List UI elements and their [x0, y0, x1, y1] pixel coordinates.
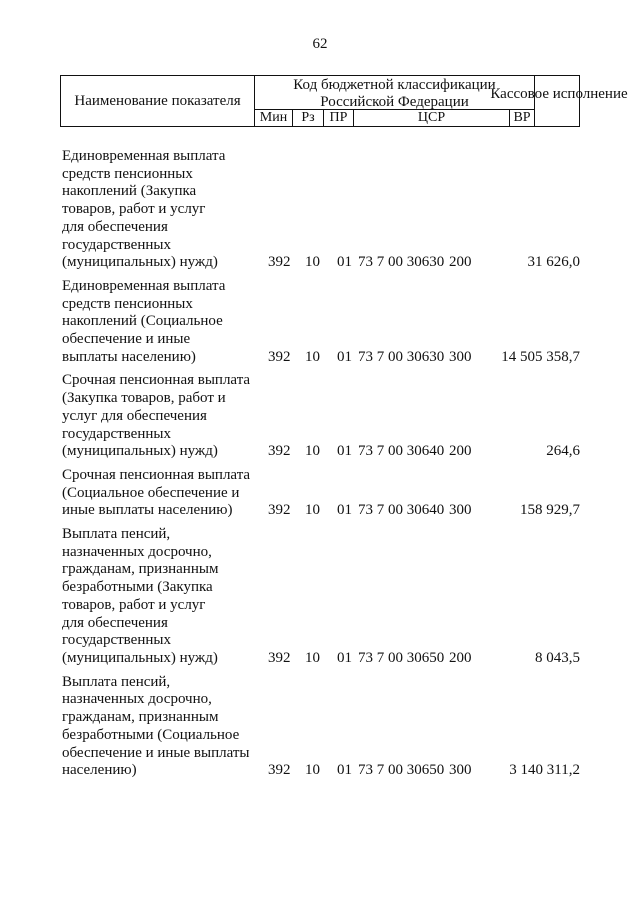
row-csr: 73 7 00 30650 — [358, 650, 445, 666]
row-values — [62, 502, 582, 520]
table-row — [62, 278, 582, 367]
table-row — [62, 526, 582, 668]
row-sum: 264,6 — [546, 443, 580, 460]
row-sum: 14 505 358,7 — [501, 348, 580, 365]
row-csr: 73 7 00 30630 — [358, 348, 445, 365]
row-min: 392 — [268, 254, 291, 271]
row-rz: 10 — [305, 443, 320, 460]
row-min: 392 — [268, 762, 291, 779]
header-pr: ПР — [324, 110, 354, 126]
row-vr: 200 — [449, 254, 472, 271]
row-vr: 200 — [449, 443, 472, 460]
row-vr: 300 — [449, 502, 472, 519]
table-body — [62, 148, 582, 780]
row-csr: 73 7 00 30640 — [358, 443, 445, 460]
row-vr: 300 — [449, 348, 472, 365]
row-pr: 01 — [337, 502, 352, 519]
header-vr: ВР — [510, 110, 535, 126]
row-min: 392 — [268, 443, 291, 460]
row-rz: 10 — [305, 502, 320, 519]
row-pr: 01 — [337, 650, 352, 666]
header-csr: ЦСР — [354, 110, 510, 126]
row-name: Срочная пенсионная выплата (Закупка товаров, работ и услуг для обеспечения государственных (муниципальных) нужд) — [62, 372, 251, 460]
header-code-column: Код бюджетной классификации Российской Федерации — [255, 76, 535, 110]
row-name: Единовременная выплата средств пенсионных накоплений (Социальное обеспечение и иные выплаты населению) — [62, 277, 226, 365]
header-min: Мин — [255, 110, 293, 126]
row-pr: 01 — [337, 443, 352, 460]
row-pr: 01 — [337, 348, 352, 365]
row-csr: 73 7 00 30650 — [358, 762, 445, 779]
row-name: Выплата пенсий, назначенных досрочно, гражданам, признанным безработными (Социальное обеспечение и иные выплаты населению) — [62, 673, 250, 779]
page-number: 62 — [312, 36, 328, 52]
row-values — [62, 650, 582, 668]
table-row — [62, 467, 582, 520]
row-name: Выплата пенсий, назначенных досрочно, гражданам, признанным безработными (Закупка товаров, работ и услуг для обеспечения государственных (муниципальных) нужд) — [62, 526, 219, 666]
header-rz: Рз — [293, 110, 324, 126]
row-min: 392 — [268, 348, 291, 365]
table-row — [62, 674, 582, 780]
row-rz: 10 — [305, 650, 320, 666]
header-exec-column: Кассовое исполнение — [490, 86, 628, 102]
row-pr: 01 — [337, 254, 352, 271]
row-values — [62, 349, 582, 367]
row-sum: 3 140 311,2 — [509, 762, 580, 779]
row-values — [62, 443, 582, 461]
row-sum: 31 626,0 — [527, 254, 580, 271]
row-values — [62, 762, 582, 780]
row-rz: 10 — [305, 348, 320, 365]
table-row — [62, 148, 582, 272]
header-name-column — [61, 76, 255, 126]
table-header — [60, 75, 628, 127]
row-sum: 8 043,5 — [535, 650, 580, 666]
row-rz: 10 — [305, 254, 320, 271]
table-row — [62, 372, 582, 461]
row-name: Срочная пенсионная выплата (Социальное обеспечение и иные выплаты населению) — [62, 466, 251, 519]
row-csr: 73 7 00 30640 — [358, 502, 445, 519]
row-name: Единовременная выплата средств пенсионных накоплений (Закупка товаров, работ и услуг для обеспечения государственных (муниципальных) нужд) — [62, 148, 226, 271]
row-pr: 01 — [337, 762, 352, 779]
row-vr: 300 — [449, 762, 472, 779]
row-sum: 158 929,7 — [520, 502, 580, 519]
row-csr: 73 7 00 30630 — [358, 254, 445, 271]
header-name-label: Наименование показателя — [74, 92, 241, 109]
row-rz: 10 — [305, 762, 320, 779]
row-values — [62, 254, 582, 272]
row-vr: 200 — [449, 650, 472, 666]
row-min: 392 — [268, 502, 291, 519]
row-min: 392 — [268, 650, 291, 666]
